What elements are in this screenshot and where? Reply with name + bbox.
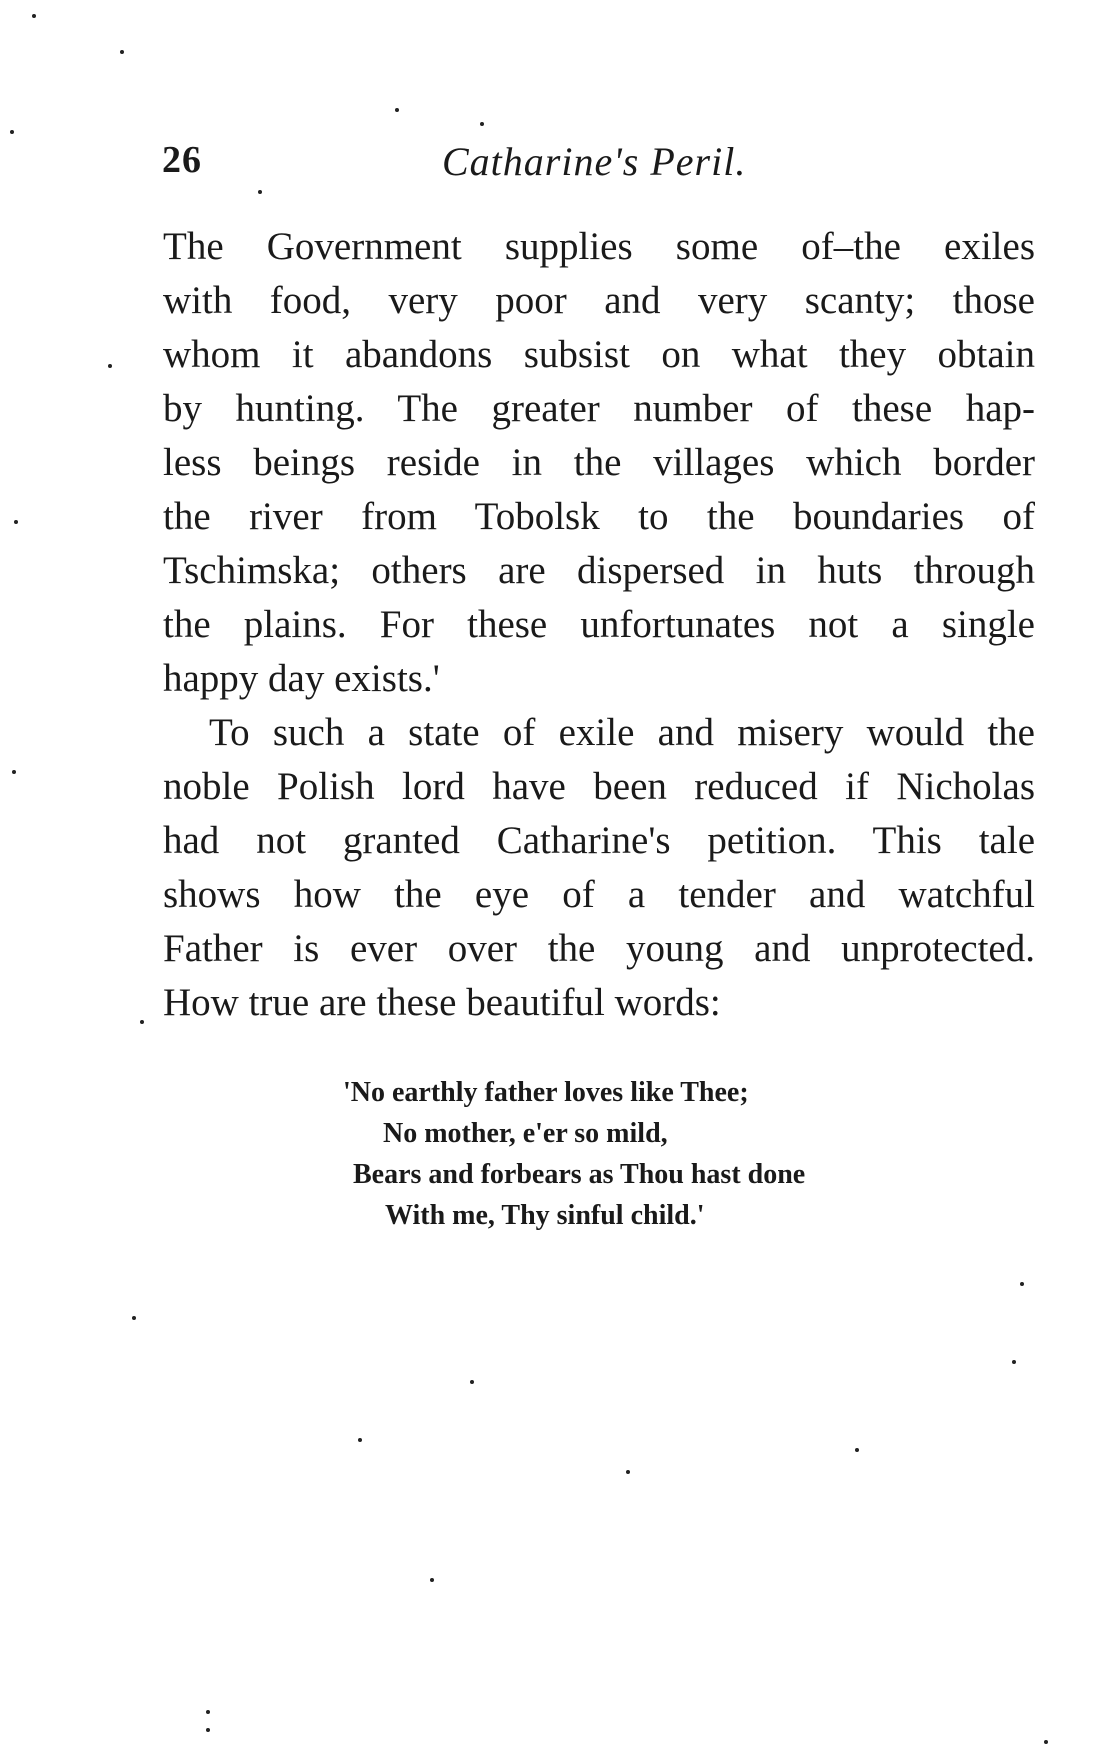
paragraph-1 bbox=[163, 220, 1035, 706]
running-title: Catharine's Peril. bbox=[442, 139, 747, 184]
speck bbox=[206, 1728, 210, 1732]
text-line: by hunting. The greater number of these hap- bbox=[163, 387, 1035, 430]
speck bbox=[132, 1316, 136, 1320]
speck bbox=[626, 1470, 630, 1474]
speck bbox=[206, 1710, 210, 1714]
text-line: had not granted Catharine's petition. This tale bbox=[163, 819, 1035, 862]
poem-line: Bears and forbears as Thou hast done bbox=[353, 1159, 806, 1190]
speck bbox=[14, 520, 18, 524]
text-line: whom it abandons subsist on what they obtain bbox=[163, 333, 1035, 376]
text-line: shows how the eye of a tender and watchful bbox=[163, 873, 1035, 916]
text-line: noble Polish lord have been reduced if Nicholas bbox=[163, 765, 1035, 808]
speck bbox=[120, 50, 124, 54]
speck bbox=[855, 1448, 859, 1452]
paragraph-2 bbox=[163, 706, 1035, 1030]
text-line: Tschimska; others are dispersed in huts through bbox=[163, 549, 1035, 592]
poem bbox=[343, 1072, 805, 1236]
speck bbox=[258, 190, 262, 194]
speck bbox=[140, 1020, 144, 1024]
speck bbox=[430, 1578, 434, 1582]
poem-line: With me, Thy sinful child.' bbox=[385, 1200, 705, 1231]
text-line: To such a state of exile and misery would the bbox=[209, 711, 1035, 754]
speck bbox=[358, 1438, 362, 1442]
text-line: the plains. For these unfortunates not a single bbox=[163, 603, 1035, 646]
speck bbox=[480, 122, 484, 126]
body-text bbox=[163, 220, 1035, 1030]
speck bbox=[470, 1380, 474, 1384]
speck bbox=[1012, 1360, 1016, 1364]
speck bbox=[108, 364, 112, 368]
text-line: with food, very poor and very scanty; those bbox=[163, 279, 1035, 322]
poem-line: 'No earthly father loves like Thee; bbox=[343, 1077, 749, 1108]
page-number: 26 bbox=[162, 139, 202, 181]
speck bbox=[395, 108, 399, 112]
text-line: Father is ever over the young and unprotected. bbox=[163, 927, 1035, 970]
text-line: How true are these beautiful words: bbox=[163, 981, 721, 1024]
speck bbox=[1044, 1740, 1048, 1744]
speck bbox=[1020, 1282, 1024, 1286]
poem-line: No mother, e'er so mild, bbox=[383, 1118, 668, 1149]
text-line: the river from Tobolsk to the boundaries of bbox=[163, 495, 1035, 538]
speck bbox=[10, 130, 14, 134]
speck bbox=[32, 14, 36, 18]
page-header bbox=[162, 138, 1042, 198]
text-line: less beings reside in the villages which border bbox=[163, 441, 1035, 484]
text-line: The Government supplies some of–the exiles bbox=[163, 225, 1035, 268]
speck bbox=[12, 770, 16, 774]
text-line: happy day exists.' bbox=[163, 657, 440, 700]
